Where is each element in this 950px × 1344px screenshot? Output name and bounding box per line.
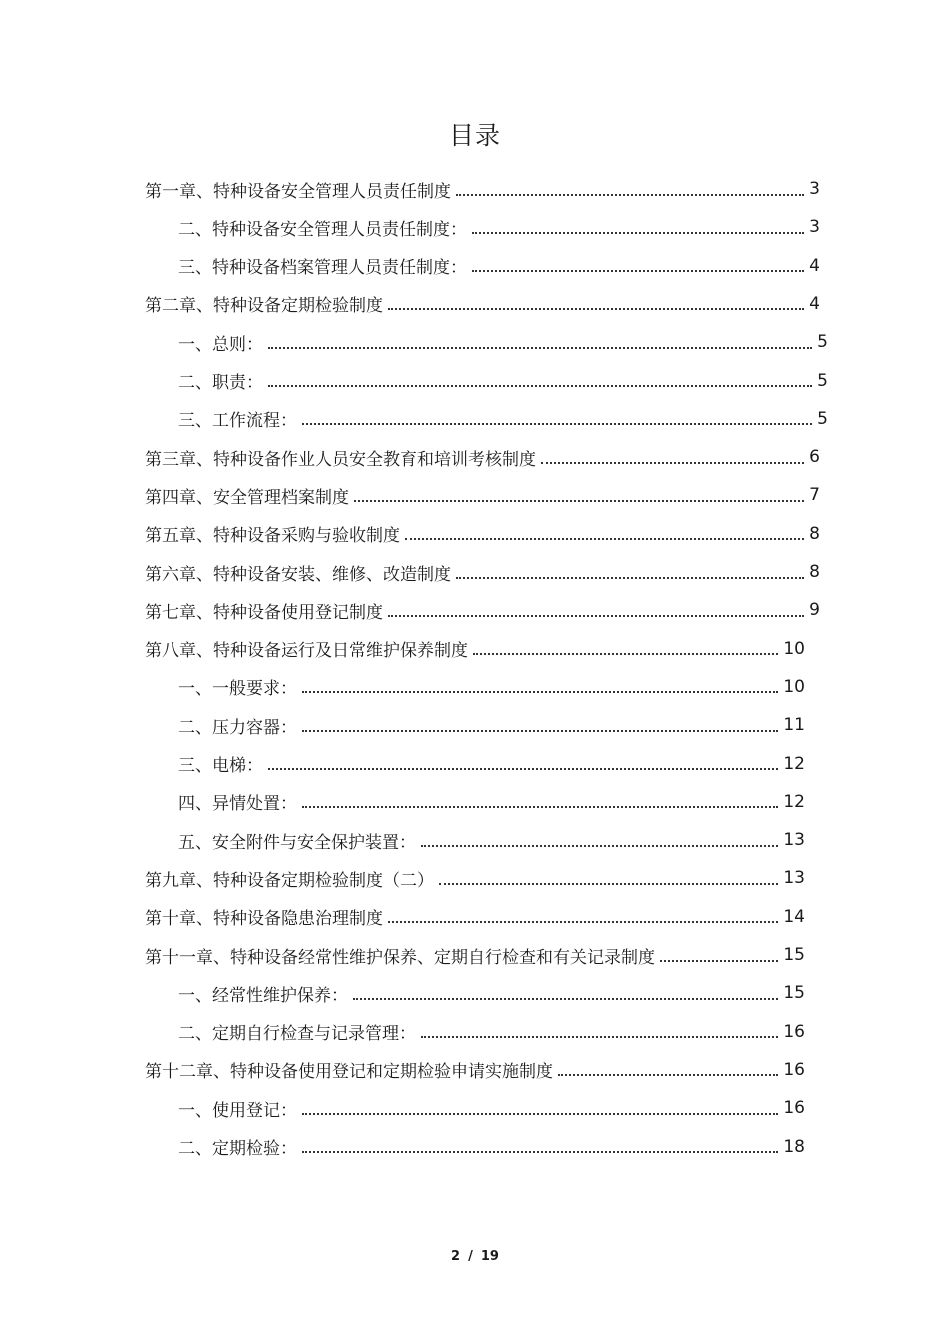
current-page-number: 2	[451, 1249, 461, 1264]
dot-leader	[456, 576, 804, 579]
toc-entry[interactable]	[178, 668, 805, 706]
toc-entry[interactable]	[178, 821, 805, 859]
dot-leader	[541, 461, 804, 464]
toc-entry[interactable]	[178, 323, 828, 361]
dot-leader	[405, 537, 804, 540]
toc-entry-page-number: 4	[809, 293, 820, 314]
dot-leader	[660, 959, 778, 962]
dot-leader	[302, 1150, 778, 1153]
toc-entry[interactable]	[178, 1089, 805, 1127]
toc-entry-label: 第八章、特种设备运行及日常维护保养制度	[145, 641, 468, 662]
toc-entry-label: 第四章、安全管理档案制度	[145, 487, 349, 508]
toc-entry-label: 第五章、特种设备采购与验收制度	[145, 526, 400, 547]
toc-entry-page-number: 5	[817, 370, 828, 391]
toc-entry-label: 三、电梯：	[178, 756, 263, 776]
dot-leader	[388, 614, 804, 617]
toc-entry-label: 三、工作流程：	[178, 411, 297, 432]
toc-entry-label: 二、压力容器：	[178, 717, 297, 738]
toc-entry[interactable]	[145, 553, 820, 591]
dot-leader	[353, 997, 778, 1000]
toc-entry-page-number: 16	[783, 1098, 805, 1119]
toc-entry-page-number: 14	[783, 906, 805, 927]
dot-leader	[302, 690, 778, 693]
toc-entry-label: 第一章、特种设备安全管理人员责任制度	[145, 181, 451, 202]
toc-entry-page-number: 15	[783, 983, 805, 1004]
toc-entry-label: 第三章、特种设备作业人员安全教育和培训考核制度	[145, 449, 536, 470]
dot-leader	[354, 499, 804, 502]
dot-leader	[421, 844, 778, 847]
toc-entry[interactable]	[145, 936, 805, 974]
total-page-count: 19	[480, 1249, 499, 1264]
dot-leader	[439, 882, 778, 885]
toc-entry-page-number: 10	[783, 638, 805, 659]
toc-entry[interactable]	[145, 476, 820, 514]
toc-entry[interactable]	[145, 438, 820, 476]
toc-entry-label: 二、特种设备安全管理人员责任制度：	[178, 219, 467, 240]
toc-entry-page-number: 10	[783, 676, 805, 697]
dot-leader	[473, 652, 778, 655]
dot-leader	[302, 805, 778, 808]
toc-entry-label: 二、定期自行检查与记录管理：	[178, 1024, 416, 1045]
toc-entry-label: 三、特种设备档案管理人员责任制度：	[178, 258, 467, 279]
toc-entry-page-number: 18	[783, 1136, 805, 1157]
page-separator: /	[468, 1249, 473, 1264]
toc-entry[interactable]	[145, 591, 820, 629]
dot-leader	[268, 346, 812, 349]
dot-leader	[388, 920, 778, 923]
toc-entry-page-number: 11	[783, 715, 805, 736]
toc-entry-label: 第十二章、特种设备使用登记和定期检验申请实施制度	[145, 1062, 553, 1083]
toc-entry-label: 一、总则：	[178, 334, 263, 355]
dot-leader	[472, 269, 804, 272]
toc-title: 目录	[448, 121, 501, 150]
toc-entry-page-number: 13	[783, 830, 805, 851]
toc-entry-label: 一、经常性维护保养：	[178, 985, 348, 1006]
toc-entry-label: 二、职责：	[178, 373, 263, 393]
toc-entry-page-number: 8	[809, 523, 820, 544]
toc-entry-page-number: 16	[783, 1021, 805, 1042]
toc-entry-page-number: 16	[783, 1059, 805, 1080]
dot-leader	[302, 729, 778, 732]
toc-entry[interactable]	[145, 285, 820, 323]
dot-leader	[388, 307, 804, 310]
dot-leader	[558, 1073, 778, 1076]
toc-entry[interactable]	[178, 247, 820, 285]
toc-entry[interactable]	[178, 745, 805, 783]
toc-entry-label: 一、使用登记：	[178, 1100, 297, 1121]
toc-entry-page-number: 8	[809, 562, 820, 582]
toc-entry[interactable]	[178, 1128, 805, 1166]
toc-entry-page-number: 13	[783, 868, 805, 889]
toc-entry-page-number: 7	[809, 485, 820, 506]
toc-entry-page-number: 12	[783, 791, 805, 812]
dot-leader	[421, 1035, 778, 1038]
toc-entry[interactable]	[178, 208, 820, 246]
dot-leader	[302, 1112, 778, 1115]
toc-entry-page-number: 12	[783, 753, 805, 774]
toc-entry-label: 第十章、特种设备隐患治理制度	[145, 909, 383, 930]
dot-leader	[472, 231, 804, 234]
dot-leader	[302, 422, 812, 425]
toc-entry-page-number: 9	[809, 600, 820, 621]
toc-entry-label: 四、异情处置：	[178, 794, 297, 815]
toc-entry-label: 二、定期检验：	[178, 1139, 297, 1159]
toc-entry-page-number: 15	[783, 945, 805, 965]
toc-entry-label: 第九章、特种设备定期检验制度（二）	[145, 870, 434, 891]
toc-entry-label: 第十一章、特种设备经常性维护保养、定期自行检查和有关记录制度	[145, 947, 655, 968]
dot-leader	[268, 767, 778, 770]
toc-entry[interactable]	[178, 974, 805, 1012]
toc-entry-label: 第六章、特种设备安装、维修、改造制度	[145, 564, 451, 585]
toc-entry-label: 一、一般要求：	[178, 679, 297, 700]
toc-entry[interactable]	[178, 362, 828, 400]
toc-entry[interactable]	[178, 1013, 805, 1051]
toc-entry-page-number: 3	[809, 179, 820, 199]
dot-leader	[268, 384, 812, 387]
toc-entry-label: 第七章、特种设备使用登记制度	[145, 602, 383, 623]
toc-entry[interactable]	[145, 170, 820, 208]
toc-entry-page-number: 5	[817, 408, 828, 429]
toc-entry[interactable]	[178, 706, 805, 744]
toc-entry[interactable]	[145, 515, 820, 553]
toc-entry[interactable]	[145, 1051, 805, 1089]
toc-entry[interactable]	[178, 783, 805, 821]
toc-entry[interactable]	[145, 630, 805, 668]
toc-entry-page-number: 5	[817, 332, 828, 353]
toc-entry-label: 第二章、特种设备定期检验制度	[145, 296, 383, 317]
toc-entry[interactable]	[145, 859, 805, 897]
toc-entry-label: 五、安全附件与安全保护装置：	[178, 832, 416, 853]
toc-entry-page-number: 3	[809, 217, 820, 238]
toc-entry[interactable]	[178, 400, 828, 438]
page-number-footer	[0, 1249, 950, 1264]
toc-entry[interactable]	[145, 898, 805, 936]
dot-leader	[456, 193, 804, 196]
toc-entry-page-number: 6	[809, 447, 820, 468]
toc-entry-page-number: 4	[809, 255, 820, 276]
